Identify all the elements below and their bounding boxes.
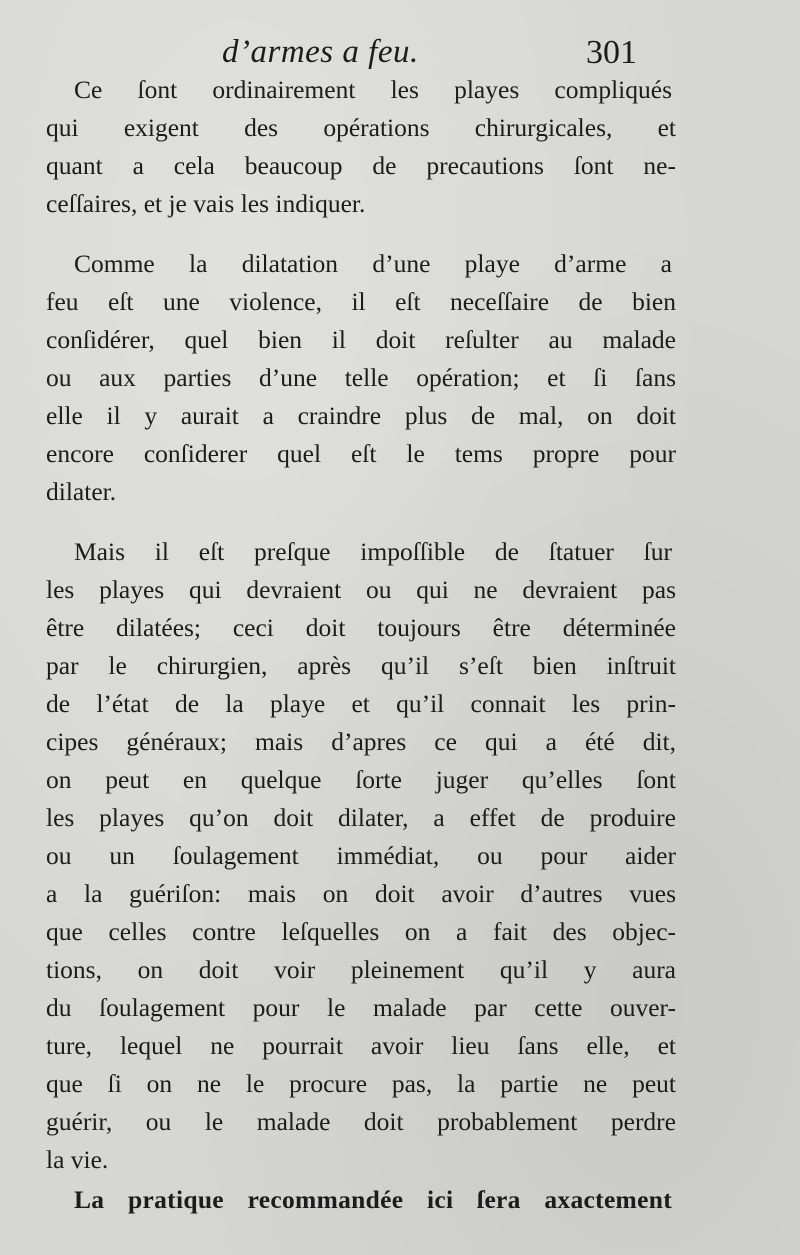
text-line: ou aux parties d’une telle opération; et ſi ſans [46, 363, 676, 392]
text-line: encore conſiderer quel eſt le tems propre pour [46, 439, 676, 468]
text-line: elle il y aurait a craindre plus de mal, on doit [46, 401, 676, 430]
text-line: ture, lequel ne pourrait avoir lieu ſans elle, et [46, 1031, 676, 1060]
text-line: que ſi on ne le procure pas, la partie ne peut [46, 1069, 676, 1098]
text-line: Mais il eſt preſque impoſſible de ſtatuer ſur [74, 537, 672, 566]
text-line: être dilatées; ceci doit toujours être déterminée [46, 613, 676, 642]
text-line: a la guériſon: mais on doit avoir d’autres vues [46, 879, 676, 908]
text-line: quant a cela beaucoup de precautions ſont ne- [46, 151, 676, 180]
text-line: du ſoulagement pour le malade par cette ouver- [46, 993, 676, 1022]
running-title: d’armes a feu. [222, 34, 419, 70]
text-line: les playes qu’on doit dilater, a effet de produire [46, 803, 676, 832]
text-line: conſidérer, quel bien il doit reſulter au malade [46, 325, 676, 354]
text-line: de l’état de la playe et qu’il connait les prin- [46, 689, 676, 718]
text-line: La pratique recommandée ici ſera axactement [74, 1185, 672, 1214]
text-line: tions, on doit voir pleinement qu’il y aura [46, 955, 676, 984]
text-line: qui exigent des opérations chirurgicales, et [46, 113, 676, 142]
text-line: Ce ſont ordinairement les playes compliqués [74, 75, 672, 104]
text-line: Comme la dilatation d’une playe d’arme a [74, 249, 672, 278]
text-line: on peut en quelque ſorte juger qu’elles ſont [46, 765, 676, 794]
text-line: ceſſaires, et je vais les indiquer. [46, 189, 366, 218]
text-line: que celles contre leſquelles on a fait des objec- [46, 917, 676, 946]
text-line: les playes qui devraient ou qui ne devraient pas [46, 575, 676, 604]
text-line: feu eſt une violence, il eſt neceſſaire de bien [46, 287, 676, 316]
page-number: 301 [586, 34, 637, 71]
text-line: par le chirurgien, après qu’il s’eſt bien inſtruit [46, 651, 676, 680]
text-line: dilater. [46, 477, 117, 506]
text-line: ou un ſoulagement immédiat, ou pour aider [46, 841, 676, 870]
text-line: la vie. [46, 1145, 109, 1174]
text-line: guérir, ou le malade doit probablement perdre [46, 1107, 676, 1136]
text-line: cipes généraux; mais d’apres ce qui a été dit, [46, 727, 676, 756]
